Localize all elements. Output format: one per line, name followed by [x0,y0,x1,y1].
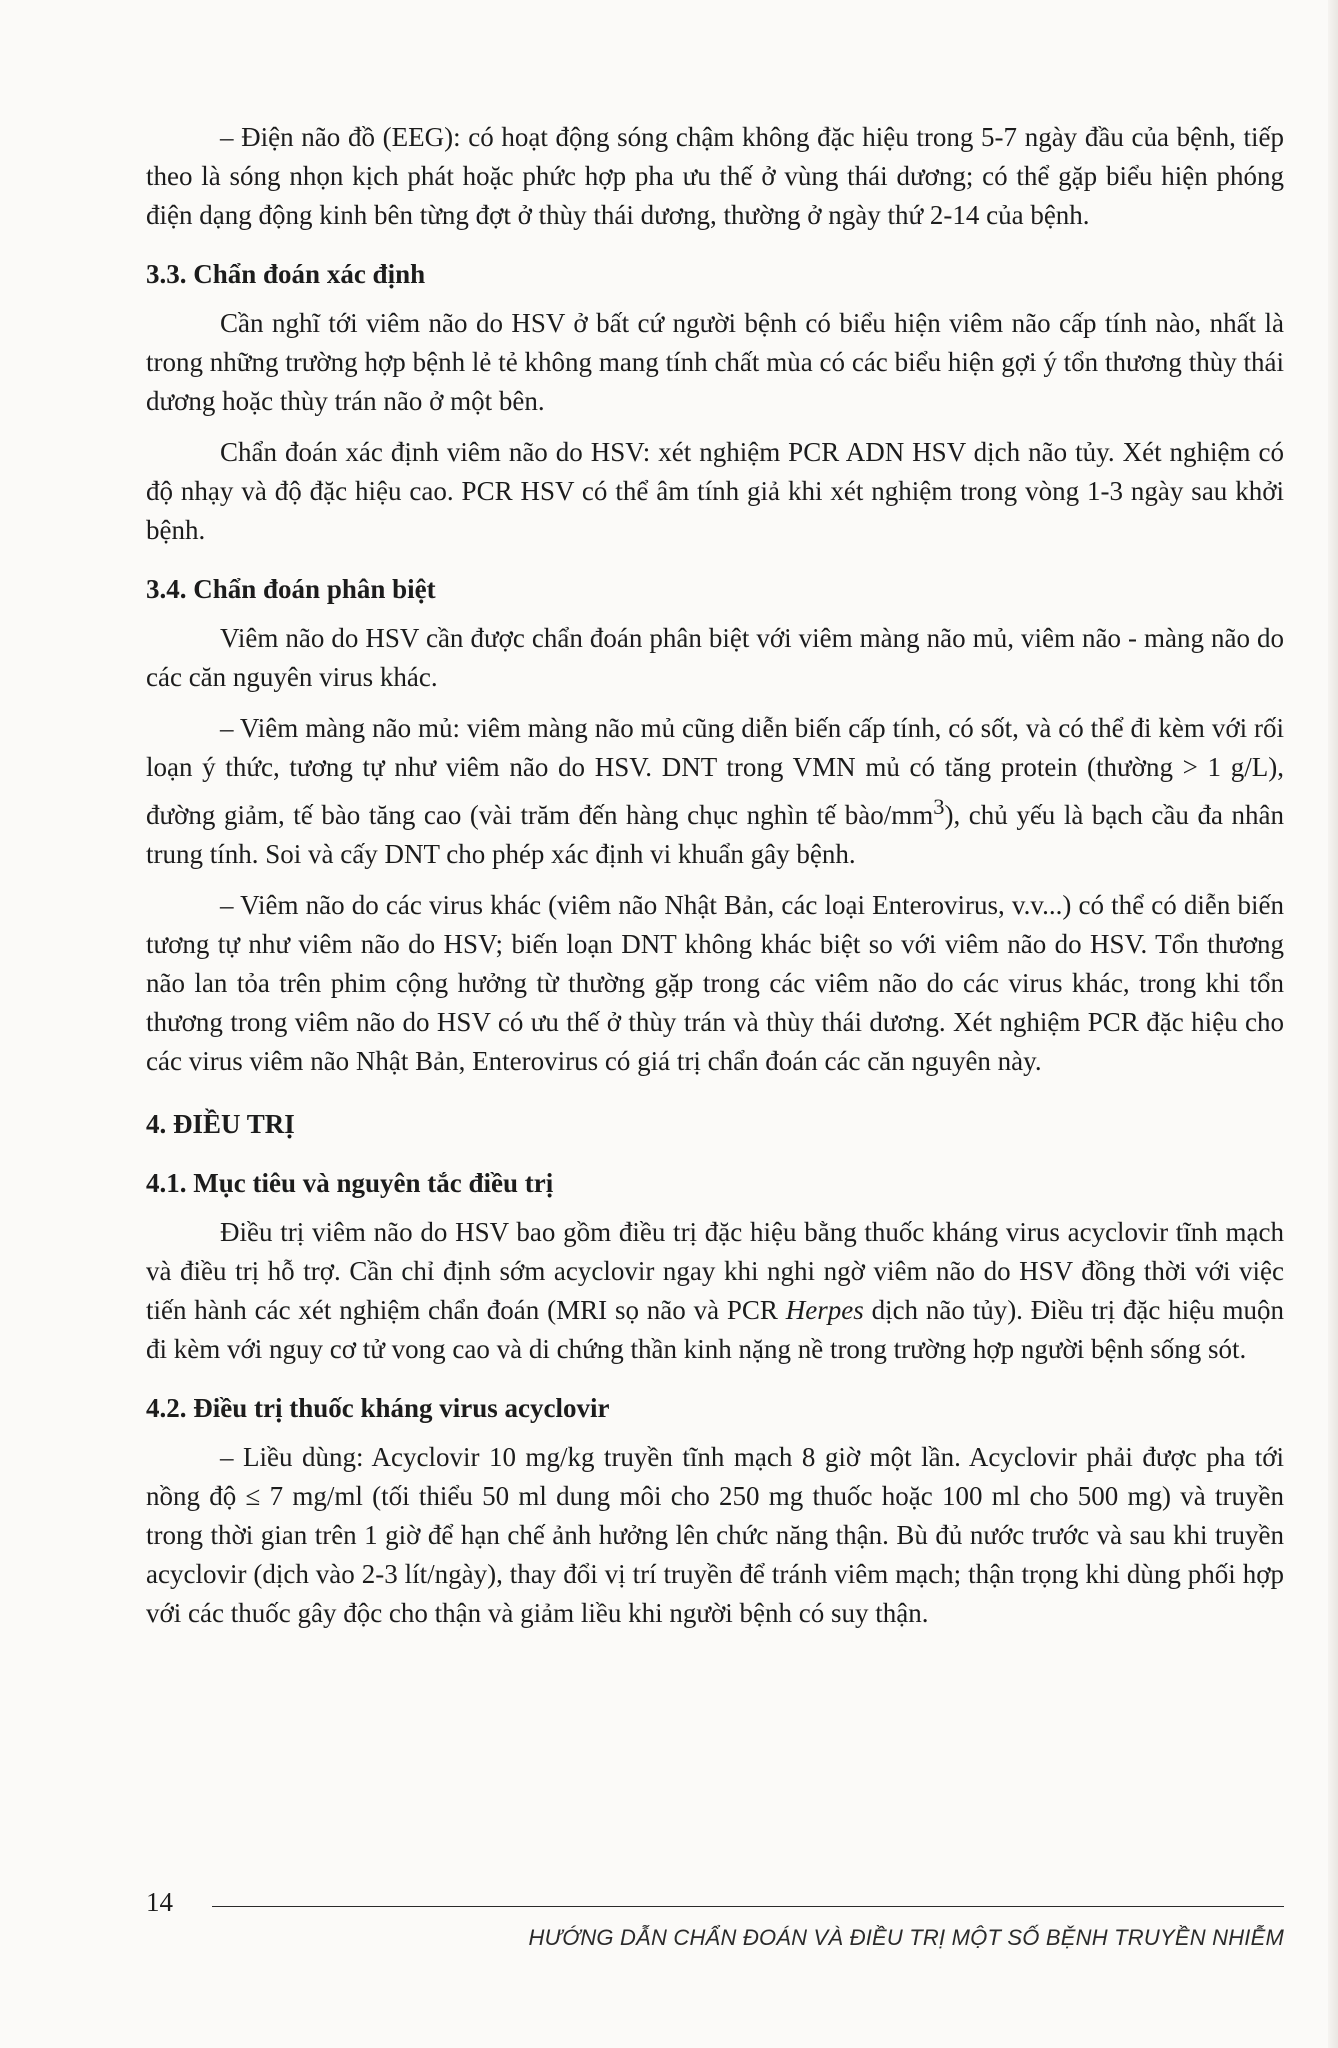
page-body [146,118,1284,1645]
text-segment: dịch não tủy). Điều trị đặc hiệu muộn đi kèm với nguy cơ tử vong cao và di chứng thần kinh nặng nề trong trường hợp người bệnh sống sót. [146,1295,1284,1364]
page-edge-shadow [1328,0,1338,2048]
superscript: 3 [933,794,945,819]
paragraph-diagnosis-confirm: Chẩn đoán xác định viêm não do HSV: xét nghiệm PCR ADN HSV dịch não tủy. Xét nghiệm có độ nhạy và độ đặc hiệu cao. PCR HSV có thể âm tính giả khi xét nghiệm trong vòng 1-3 ngày sau khởi bệnh. [146,437,1284,545]
paragraph-diagnosis-suspect: Cần nghĩ tới viêm não do HSV ở bất cứ người bệnh có biểu hiện viêm não cấp tính nào, nhất là trong những trường hợp bệnh lẻ tẻ không mang tính chất mùa có các biểu hiện gợi ý tổn thương thùy thái dương hoặc thùy trán não ở một bên. [146,308,1284,416]
text-segment: ), chủ yếu là bạch cầu đa nhân trung tính. Soi và cấy DNT cho phép xác định vi khuẩn gây bệnh. [146,800,1284,869]
text-segment: Điều trị viêm não do HSV bao gồm điều trị đặc hiệu bằng thuốc kháng virus acyclovir tĩnh mạch và điều trị hỗ trợ. Cần chỉ định sớm acyclovir ngay khi nghi ngờ viêm não do HSV đồng thời với việc tiến hành các xét nghiệm chẩn đoán (MRI sọ não và PCR [146,1217,1284,1325]
page-number: 14 [146,1887,173,1917]
paragraph-eeg: – Điện não đồ (EEG): có hoạt động sóng chậm không đặc hiệu trong 5-7 ngày đầu của bệnh, tiếp theo là sóng nhọn kịch phát hoặc phức hợp pha ưu thế ở vùng thái dương; có thể gặp biểu hiện phóng điện dạng động kinh bên từng đợt ở thùy thái dương, thường ở ngày thứ 2-14 của bệnh. [146,122,1284,230]
paragraph-other-viral-encephalitis: – Viêm não do các virus khác (viêm não Nhật Bản, các loại Enterovirus, v.v...) có thể có diễn biến tương tự như viêm não do HSV; biến loạn DNT không khác biệt so với viêm não do HSV. Tổn thương não lan tỏa trên phim cộng hưởng từ thường gặp trong các viêm não do các virus khác, trong khi tổn thương trong viêm não do HSV có ưu thế ở thùy trán và thùy thái dương. Xét nghiệm PCR đặc hiệu cho các virus viêm não Nhật Bản, Enterovirus có giá trị chẩn đoán các căn nguyên này. [146,890,1284,1076]
paragraph-differential-intro: Viêm não do HSV cần được chẩn đoán phân biệt với viêm màng não mủ, viêm não - màng não do các căn nguyên virus khác. [146,623,1284,692]
heading-4-1: 4.1. Mục tiêu và nguyên tắc điều trị [146,1168,554,1198]
text-segment: – Viêm màng não mủ: viêm màng não mủ cũng diễn biến cấp tính, có sốt, và có thể đi kèm với rối loạn ý thức, tương tự như viêm não do HSV. DNT trong VMN mủ có tăng protein (thường > 1 g/L), đường giảm, tế bào tăng cao (vài trăm đến hàng chục nghìn tế bào/mm [146,713,1284,830]
paragraph-treatment-principles [146,1213,1284,1369]
paragraph-bacterial-meningitis [146,709,1284,874]
running-footer-title: HƯỚNG DẪN CHẨN ĐOÁN VÀ ĐIỀU TRỊ MỘT SỐ BỆNH TRUYỀN NHIỄM [528,1925,1284,1950]
heading-4: 4. ĐIỀU TRỊ [146,1109,295,1139]
page-footer [146,1884,1284,1950]
italic-term: Herpes [785,1295,864,1325]
heading-3-3: 3.3. Chẩn đoán xác định [146,259,426,289]
heading-4-2: 4.2. Điều trị thuốc kháng virus acyclovir [146,1393,610,1423]
paragraph-acyclovir-dosage: – Liều dùng: Acyclovir 10 mg/kg truyền tĩnh mạch 8 giờ một lần. Acyclovir phải được pha tới nồng độ ≤ 7 mg/ml (tối thiểu 50 ml dung môi cho 250 mg thuốc hoặc 100 ml cho 500 mg) và truyền trong thời gian trên 1 giờ để hạn chế ảnh hưởng lên chức năng thận. Bù đủ nước trước và sau khi truyền acyclovir (dịch vào 2-3 lít/ngày), thay đổi vị trí truyền để tránh viêm mạch; thận trọng khi dùng phối hợp với các thuốc gây độc cho thận và giảm liều khi người bệnh có suy thận. [146,1442,1284,1628]
footer-rule [212,1906,1284,1907]
heading-3-4: 3.4. Chẩn đoán phân biệt [146,574,436,604]
